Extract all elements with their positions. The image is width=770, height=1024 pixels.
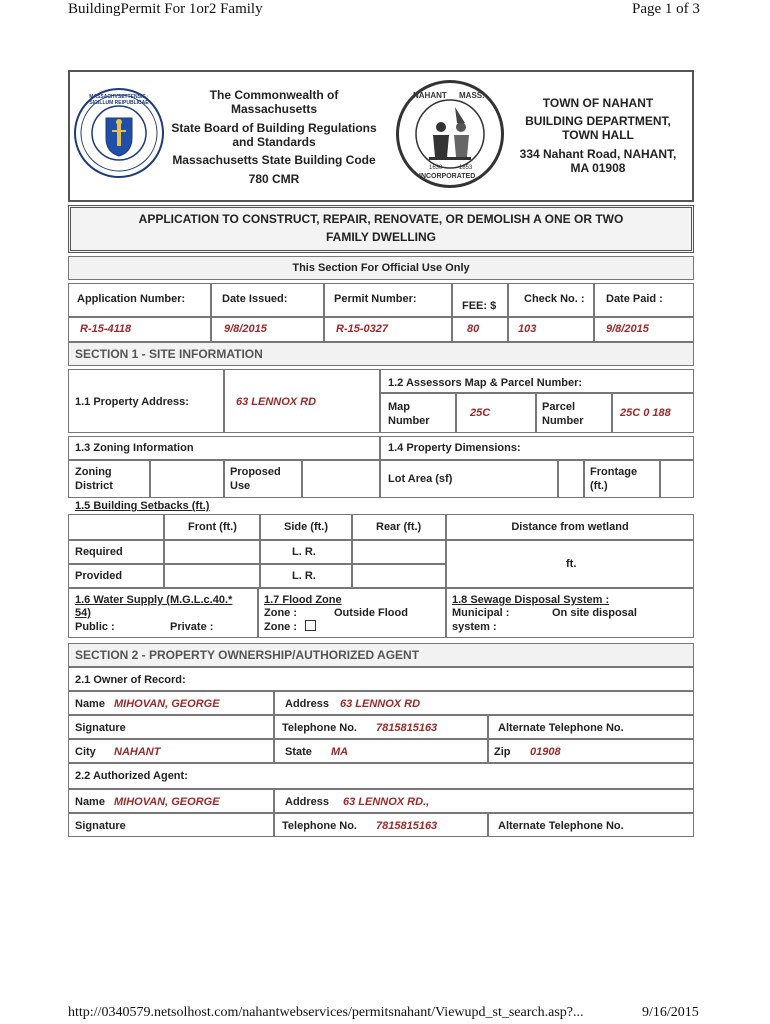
owner-city-label: City <box>75 746 96 758</box>
proposed-use-value-cell <box>302 460 380 498</box>
owner-city-value: NAHANT <box>114 746 161 758</box>
system-label: system : <box>452 621 497 633</box>
board-name-line1: State Board of Building Regulations <box>171 121 377 135</box>
zoning-district-label-1: Zoning <box>75 466 112 478</box>
side-header: Side (ft.) <box>284 521 328 533</box>
owner-name-label: Name <box>75 698 105 710</box>
required-rear-cell <box>352 540 446 564</box>
agent-alt-phone-label: Alternate Telephone No. <box>498 820 624 832</box>
lot-area-label: Lot Area (sf) <box>388 473 453 485</box>
official-use-heading: This Section For Official Use Only <box>292 262 470 274</box>
fee-value-cell <box>452 317 508 342</box>
page-url: http://0340579.netsolhost.com/nahantwebservices/permitsnahant/Viewupd_st_search.asp?... <box>68 1005 584 1020</box>
section1-heading: SECTION 1 - SITE INFORMATION <box>75 347 263 361</box>
zone-label: Zone : <box>264 607 297 619</box>
agent-address-label: Address <box>285 796 330 808</box>
required-side-lr: L. R. <box>292 546 316 558</box>
property-address-value: 63 LENNOX RD <box>236 396 317 408</box>
nahant-seal-bottom: INCORPORATED <box>419 173 476 180</box>
agent-phone-label: Telephone No. <box>282 820 357 832</box>
map-number-label-2: Number <box>388 415 430 427</box>
application-title-line2: FAMILY DWELLING <box>325 230 436 244</box>
permit-number-label: Permit Number: <box>334 293 417 305</box>
owner-phone-label: Telephone No. <box>282 722 357 734</box>
owner-signature-label: Signature <box>75 722 126 734</box>
public-label: Public : <box>75 621 115 633</box>
nahant-seal-year-left: 1630 <box>429 165 443 171</box>
assessors-heading: 1.2 Assessors Map & Parcel Number: <box>388 377 583 389</box>
frontage-label-2: (ft.) <box>590 480 608 492</box>
nahant-seal-year-right: 1853 <box>459 165 473 171</box>
flood-zone-label: 1.7 Flood Zone <box>264 594 342 606</box>
print-date: 9/16/2015 <box>642 1005 699 1020</box>
required-front-cell <box>164 540 260 564</box>
map-number-value-cell <box>456 393 536 433</box>
ma-seal-text: MASSACHVSETTENSIS · SIGILLUM REIPUBLICAE <box>89 94 149 106</box>
provided-label: Provided <box>75 570 123 582</box>
owner-state-value: MA <box>331 746 349 758</box>
owner-zip-label: Zip <box>494 746 511 758</box>
zoning-district-value-cell <box>150 460 224 498</box>
document-title: BuildingPermit For 1or2 Family <box>68 1 263 17</box>
dimensions-heading: 1.4 Property Dimensions: <box>388 442 521 454</box>
wetland-ft-label: ft. <box>566 558 577 570</box>
town-line4: 334 Nahant Road, NAHANT, <box>519 147 677 161</box>
owner-address-value: 63 LENNOX RD <box>340 698 421 710</box>
provided-side-lr: L. R. <box>292 570 316 582</box>
town-line2: BUILDING DEPARTMENT, <box>525 114 671 128</box>
wetland-header: Distance from wetland <box>511 521 629 533</box>
owner-alt-phone-label: Alternate Telephone No. <box>498 722 624 734</box>
provided-rear-cell <box>352 564 446 588</box>
onsite-label: On site disposal <box>552 607 637 619</box>
owner-address-cell <box>274 691 694 715</box>
agent-name-value: MIHOVAN, GEORGE <box>114 796 220 808</box>
owner-zip-value: 01908 <box>530 746 561 758</box>
owner-heading: 2.1 Owner of Record: <box>75 674 186 686</box>
date-paid-label: Date Paid : <box>606 293 663 305</box>
town-line3: TOWN HALL <box>562 128 634 142</box>
fee-value: 80 <box>467 323 480 335</box>
parcel-number-label-2: Number <box>542 415 584 427</box>
cmr-line: 780 CMR <box>248 172 300 186</box>
date-issued-label: Date Issued: <box>222 293 288 305</box>
private-label: Private : <box>170 621 214 633</box>
town-line5: MA 01908 <box>570 161 626 175</box>
water-supply-label-1: 1.6 Water Supply (M.G.L.c.40.* <box>75 594 233 606</box>
massachusetts-seal-icon <box>74 88 164 178</box>
agent-name-label: Name <box>75 796 105 808</box>
agent-heading: 2.2 Authorized Agent: <box>75 770 188 782</box>
owner-zip-cell <box>488 739 694 763</box>
setbacks-corner-cell <box>68 514 164 540</box>
parcel-number-value: 25C 0 188 <box>620 407 671 419</box>
proposed-use-label-1: Proposed <box>230 466 281 478</box>
application-number-value: R-15-4118 <box>80 323 132 335</box>
agent-phone-value: 7815815163 <box>376 820 438 832</box>
town-line1: TOWN OF NAHANT <box>542 96 654 110</box>
zoning-district-label-2: District <box>75 480 113 492</box>
map-number-value: 25C <box>470 407 491 419</box>
permit-number-value: R-15-0327 <box>336 323 388 335</box>
rear-header: Rear (ft.) <box>376 521 422 533</box>
section2-heading: SECTION 2 - PROPERTY OWNERSHIP/AUTHORIZED AGENT <box>75 648 420 662</box>
outside-flood-label: Outside Flood <box>334 607 408 619</box>
owner-address-label: Address <box>285 698 330 710</box>
flood-zone-checkbox[interactable] <box>305 620 316 631</box>
frontage-label-1: Frontage <box>590 466 638 478</box>
page-indicator: Page 1 of 3 <box>632 1 700 17</box>
owner-state-label: State <box>285 746 312 758</box>
owner-phone-value: 7815815163 <box>376 722 438 734</box>
agent-address-cell <box>274 789 694 813</box>
state-name-line1: The Commonwealth of <box>209 88 339 102</box>
proposed-use-label-2: Use <box>230 480 251 492</box>
zoning-heading: 1.3 Zoning Information <box>75 442 194 454</box>
check-no-label: Check No. : <box>524 293 585 305</box>
agent-signature-label: Signature <box>75 820 126 832</box>
required-label: Required <box>75 546 123 558</box>
application-number-label: Application Number: <box>77 293 186 305</box>
owner-city-cell <box>68 739 274 763</box>
agent-address-value: 63 LENNOX RD., <box>343 796 430 808</box>
sewage-label: 1.8 Sewage Disposal System : <box>452 594 610 606</box>
frontage-value-cell <box>660 460 694 498</box>
municipal-label: Municipal : <box>452 607 510 619</box>
state-name-line2: Massachusetts <box>230 102 318 116</box>
property-address-label: 1.1 Property Address: <box>75 396 189 408</box>
date-paid-value: 9/8/2015 <box>606 323 649 335</box>
fee-label: FEE: $ <box>462 300 497 312</box>
zone-label-2: Zone : <box>264 621 297 633</box>
water-supply-label-2: 54) <box>75 607 91 619</box>
setbacks-heading: 1.5 Building Setbacks (ft.) <box>75 500 210 512</box>
nahant-seal-right: MASS. <box>459 91 485 100</box>
nahant-seal-top: NAHANT <box>413 91 447 100</box>
owner-name-value: MIHOVAN, GEORGE <box>114 698 220 710</box>
lot-area-value-cell <box>558 460 584 498</box>
parcel-number-label-1: Parcel <box>542 401 576 413</box>
building-code-line: Massachusetts State Building Code <box>172 153 376 167</box>
map-number-label-1: Map <box>388 401 410 413</box>
date-issued-value: 9/8/2015 <box>224 323 267 335</box>
application-title-line1: APPLICATION TO CONSTRUCT, REPAIR, RENOVATE, OR DEMOLISH A ONE OR TWO <box>138 212 624 226</box>
check-no-value: 103 <box>518 323 537 335</box>
provided-front-cell <box>164 564 260 588</box>
board-name-line2: and Standards <box>232 135 316 149</box>
nahant-seal-icon <box>396 80 504 188</box>
front-header: Front (ft.) <box>188 521 237 533</box>
